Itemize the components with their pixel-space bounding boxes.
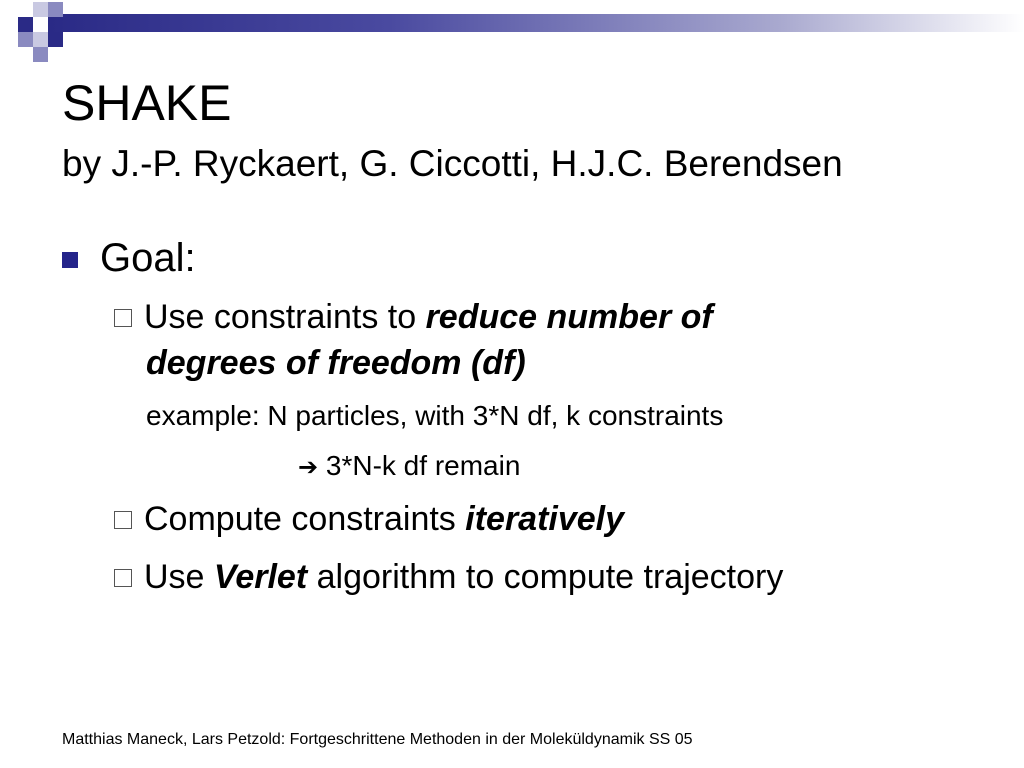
filled-square-icon: [62, 252, 78, 268]
right-arrow-icon: ➔: [298, 453, 319, 481]
decor-square-mid: [48, 2, 63, 17]
sub-bullet-verlet: [114, 554, 783, 600]
sub1-emphasis-line1: reduce number of: [425, 298, 713, 336]
decor-square-mid: [18, 32, 33, 47]
decor-square-dark: [48, 32, 63, 47]
result-line: [298, 448, 520, 485]
decor-square-dark: [18, 17, 33, 32]
sub3-suffix: algorithm to compute trajectory: [307, 558, 784, 596]
bullet-goal: [62, 232, 196, 284]
sub1-emphasis-line2: degrees of freedom (df): [146, 344, 526, 382]
hollow-square-icon: [114, 511, 132, 529]
sub-bullet-iterative: [114, 496, 624, 542]
hollow-square-icon: [114, 309, 132, 327]
bullet-goal-label: Goal:: [100, 236, 196, 280]
footer-credit: Matthias Maneck, Lars Petzold: Fortgeschrittene Methoden in der Moleküldynamik SS 05: [62, 731, 693, 748]
sub2-emphasis: iteratively: [465, 500, 625, 538]
slide-subtitle: by J.-P. Ryckaert, G. Ciccotti, H.J.C. Berendsen: [62, 143, 843, 184]
sub3-prefix: Use: [144, 558, 214, 596]
example-text: example: N particles, with 3*N df, k constraints: [146, 400, 724, 431]
sub1-prefix: Use constraints to: [144, 298, 426, 336]
decor-square-mid: [33, 47, 48, 62]
decor-square-light: [33, 2, 48, 17]
sub2-prefix: Compute constraints: [144, 500, 466, 538]
sub3-emphasis: Verlet: [213, 558, 308, 596]
slide-title: SHAKE: [62, 75, 232, 131]
sub-bullet-constraints: [114, 294, 713, 386]
result-text: 3*N-k df remain: [325, 450, 521, 481]
decor-square-light: [33, 32, 48, 47]
header-gradient-bar: [48, 14, 1024, 32]
hollow-square-icon: [114, 569, 132, 587]
